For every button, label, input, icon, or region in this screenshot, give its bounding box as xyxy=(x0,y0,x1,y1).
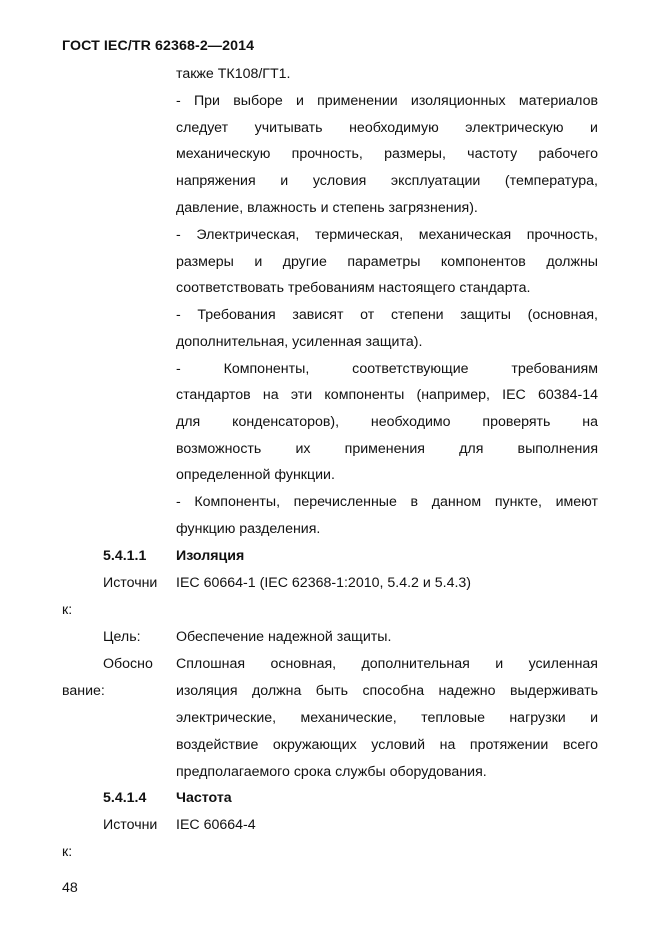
body-line: стандартов на эти компоненты (например, IEC 60384-14 xyxy=(176,387,598,403)
document-header: ГОСТ IEC/TR 62368-2—2014 xyxy=(62,38,255,54)
body-line: следует учитывать необходимую электрическую и xyxy=(176,120,598,136)
body-line: соответствовать требованиям настоящего стандарта. xyxy=(176,280,531,296)
section-number: 5.4.1.1 xyxy=(103,548,147,564)
body-line: определенной функции. xyxy=(176,467,335,483)
body-line: - При выборе и применении изоляционных материалов xyxy=(176,93,598,109)
body-line: давление, влажность и степень загрязнения). xyxy=(176,200,478,216)
source-label-wrap: к: xyxy=(62,602,73,618)
body-line: дополнительная, усиленная защита). xyxy=(176,334,423,350)
rationale-label-wrap: вание: xyxy=(62,683,105,699)
section-title: Частота xyxy=(176,790,232,806)
section-title: Изоляция xyxy=(176,548,245,564)
body-line: функцию разделения. xyxy=(176,521,321,537)
body-line: - Компоненты, соответствующие требованиям xyxy=(176,361,598,377)
source-label: Источни xyxy=(103,575,158,591)
rationale-line: предполагаемого срока службы оборудования. xyxy=(176,764,487,780)
source-label-wrap: к: xyxy=(62,844,73,860)
rationale-line: электрические, механические, тепловые нагрузки и xyxy=(176,710,598,726)
rationale-line: изоляция должна быть способна надежно выдерживать xyxy=(176,683,598,699)
goal-value: Обеспечение надежной защиты. xyxy=(176,629,392,645)
body-line: - Электрическая, термическая, механическая прочность, xyxy=(176,227,598,243)
body-line: - Компоненты, перечисленные в данном пункте, имеют xyxy=(176,494,598,510)
source-value: IEC 60664-4 xyxy=(176,817,256,833)
body-line: напряжения и условия эксплуатации (температура, xyxy=(176,173,598,189)
source-label: Источни xyxy=(103,817,158,833)
rationale-label: Обосно xyxy=(103,656,153,672)
body-line: - Требования зависят от степени защиты (основная, xyxy=(176,307,598,323)
body-line: возможность их применения для выполнения xyxy=(176,441,598,457)
rationale-line: воздействие окружающих условий на протяжении всего xyxy=(176,737,598,753)
goal-label: Цель: xyxy=(103,629,141,645)
body-line: для конденсаторов), необходимо проверять на xyxy=(176,414,598,430)
body-line: размеры и другие параметры компонентов должны xyxy=(176,254,598,270)
section-number: 5.4.1.4 xyxy=(103,790,147,806)
page-number: 48 xyxy=(62,880,78,896)
rationale-line: Сплошная основная, дополнительная и усиленная xyxy=(176,656,598,672)
body-line: также ТК108/ГТ1. xyxy=(176,66,291,82)
body-line: механическую прочность, размеры, частоту рабочего xyxy=(176,146,598,162)
source-value: IEC 60664-1 (IEC 62368-1:2010, 5.4.2 и 5.4.3) xyxy=(176,575,472,591)
